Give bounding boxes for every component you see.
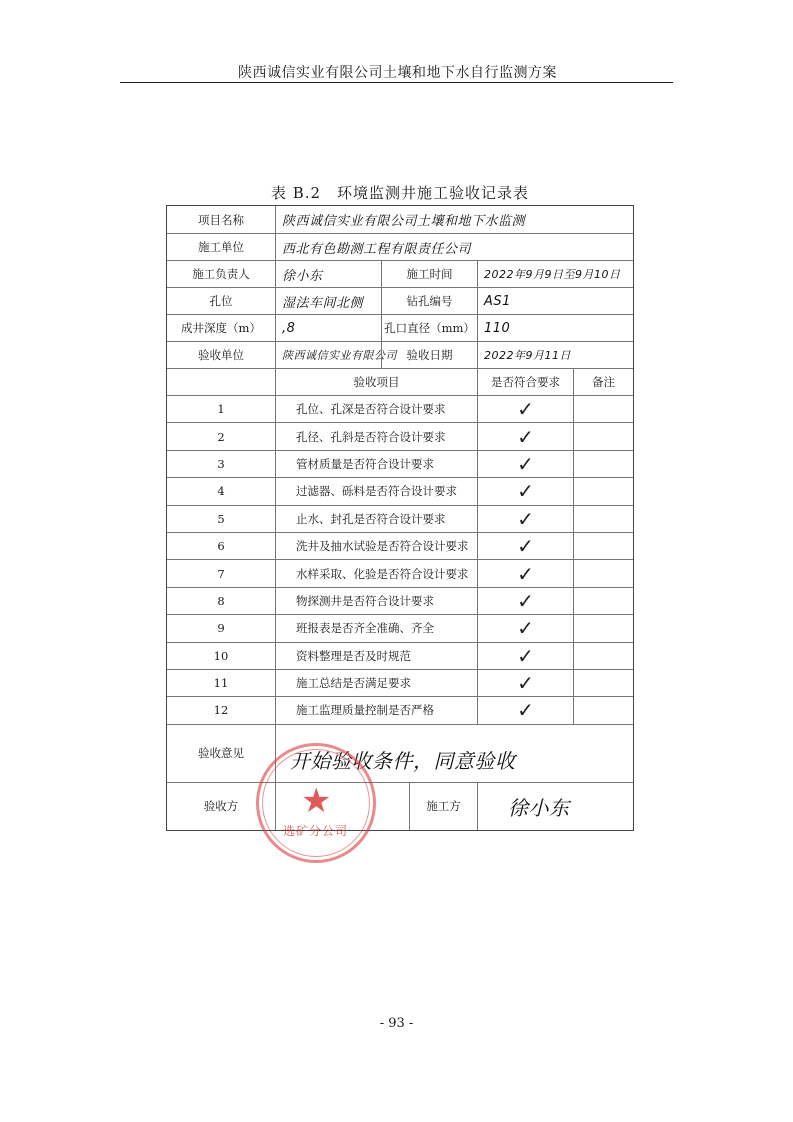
item-text: 过滤器、砾料是否符合设计要求 — [275, 478, 477, 504]
item-number: 8 — [217, 593, 225, 608]
check-mark-icon: ✓ — [477, 588, 573, 614]
remark-cell — [573, 615, 633, 641]
check-mark-icon: ✓ — [477, 451, 573, 477]
row-acceptance-unit — [167, 341, 633, 368]
table-row — [167, 450, 633, 477]
table-row — [167, 669, 633, 696]
hole-number-label: 钻孔编号 — [381, 288, 477, 314]
header-number-cell — [167, 369, 275, 395]
item-number: 12 — [213, 703, 229, 718]
table-row — [167, 642, 633, 669]
table-row — [167, 587, 633, 614]
table-row — [167, 614, 633, 641]
item-text: 管材质量是否符合设计要求 — [275, 451, 477, 477]
check-mark-icon: ✓ — [477, 643, 573, 669]
check-mark-icon: ✓ — [477, 560, 573, 586]
item-number: 9 — [217, 621, 225, 636]
page-header: 陕西诚信实业有限公司土壤和地下水自行监测方案 — [238, 65, 557, 81]
item-text: 施工总结是否满足要求 — [275, 670, 477, 696]
check-mark-icon: ✓ — [477, 670, 573, 696]
header-rule — [120, 82, 673, 83]
item-number: 7 — [217, 566, 225, 581]
row-signatures — [167, 782, 633, 830]
header-remark: 备注 — [573, 369, 633, 395]
acceptor-label: 验收方 — [203, 799, 239, 814]
acceptance-form-table — [166, 205, 634, 831]
items-header-row — [167, 368, 633, 395]
diameter-value: 110 — [477, 315, 633, 341]
hole-number-value: AS1 — [477, 288, 633, 314]
constructor-label: 施工方 — [409, 783, 477, 830]
item-text: 水样采取、化验是否符合设计要求 — [275, 560, 477, 586]
item-text: 班报表是否齐全准确、齐全 — [275, 615, 477, 641]
acceptance-unit-value: 陕西诚信实业有限公司 — [275, 342, 381, 368]
row-hole-location — [167, 287, 633, 314]
item-text: 物探测井是否符合设计要求 — [275, 588, 477, 614]
remark-cell — [573, 560, 633, 586]
header-meets: 是否符合要求 — [477, 369, 573, 395]
row-construction-unit — [167, 233, 633, 260]
acceptance-unit-label: 验收单位 — [198, 348, 244, 362]
opinion-label: 验收意见 — [198, 746, 244, 761]
item-number: 1 — [217, 402, 225, 417]
row-project-name — [167, 206, 633, 233]
item-number: 5 — [217, 511, 225, 526]
remark-cell — [573, 670, 633, 696]
remark-cell — [573, 533, 633, 559]
remark-cell — [573, 588, 633, 614]
seal-text: 选矿分公司 — [283, 824, 349, 838]
item-number: 3 — [217, 456, 225, 471]
construction-unit-label: 施工单位 — [198, 240, 244, 254]
item-number: 2 — [217, 429, 225, 444]
table-row — [167, 696, 633, 723]
seal-star-icon: ★ — [301, 781, 332, 821]
acceptance-date-label: 验收日期 — [381, 342, 477, 368]
table-row — [167, 477, 633, 504]
item-text: 孔径、孔斜是否符合设计要求 — [275, 423, 477, 449]
table-row — [167, 395, 633, 422]
project-name-label: 项目名称 — [198, 212, 244, 227]
check-mark-icon: ✓ — [477, 506, 573, 532]
construction-time-value: 2022年9月9日至9月10日 — [477, 261, 633, 287]
item-number: 10 — [213, 648, 229, 663]
item-number: 4 — [217, 484, 225, 499]
remark-cell — [573, 478, 633, 504]
diameter-label: 孔口直径（mm） — [381, 315, 477, 341]
form-title: 表 B.2 环境监测井施工验收记录表 — [270, 184, 530, 202]
row-depth-diameter — [167, 314, 633, 341]
row-person-time — [167, 260, 633, 287]
check-mark-icon: ✓ — [477, 615, 573, 641]
person-in-charge-value: 徐小东 — [275, 261, 381, 287]
item-text: 资料整理是否及时规范 — [275, 643, 477, 669]
depth-label: 成井深度（m） — [181, 321, 261, 335]
check-mark-icon: ✓ — [477, 533, 573, 559]
item-text: 孔位、孔深是否符合设计要求 — [275, 396, 477, 422]
check-mark-icon: ✓ — [477, 478, 573, 504]
table-row — [167, 422, 633, 449]
acceptance-date-value: 2022年9月11日 — [477, 342, 633, 368]
project-name-value: 陕西诚信实业有限公司土壤和地下水监测 — [275, 206, 633, 233]
construction-time-label: 施工时间 — [381, 261, 477, 287]
constructor-signature: 徐小东 — [477, 783, 633, 830]
remark-cell — [573, 643, 633, 669]
remark-cell — [573, 506, 633, 532]
item-text: 施工监理质量控制是否严格 — [275, 697, 477, 723]
table-row — [167, 505, 633, 532]
opinion-handwriting: 开始验收条件，同意验收 — [275, 725, 633, 782]
check-mark-icon: ✓ — [477, 697, 573, 723]
table-row — [167, 532, 633, 559]
hole-location-label: 孔位 — [209, 294, 233, 308]
remark-cell — [573, 451, 633, 477]
person-in-charge-label: 施工负责人 — [192, 267, 250, 281]
remark-cell — [573, 697, 633, 723]
check-mark-icon: ✓ — [477, 423, 573, 449]
remark-cell — [573, 423, 633, 449]
page-number: - 93 - — [379, 1016, 414, 1031]
table-row — [167, 559, 633, 586]
depth-value: ,8 — [275, 315, 381, 341]
row-opinion — [167, 724, 633, 782]
item-text: 止水、封孔是否符合设计要求 — [275, 506, 477, 532]
item-text: 洗井及抽水试验是否符合设计要求 — [275, 533, 477, 559]
construction-unit-value: 西北有色勘测工程有限责任公司 — [275, 234, 633, 260]
hole-location-value: 湿法车间北侧 — [275, 288, 381, 314]
remark-cell — [573, 396, 633, 422]
header-item: 验收项目 — [275, 369, 477, 395]
check-mark-icon: ✓ — [477, 396, 573, 422]
item-number: 6 — [217, 539, 225, 554]
item-number: 11 — [213, 676, 229, 691]
